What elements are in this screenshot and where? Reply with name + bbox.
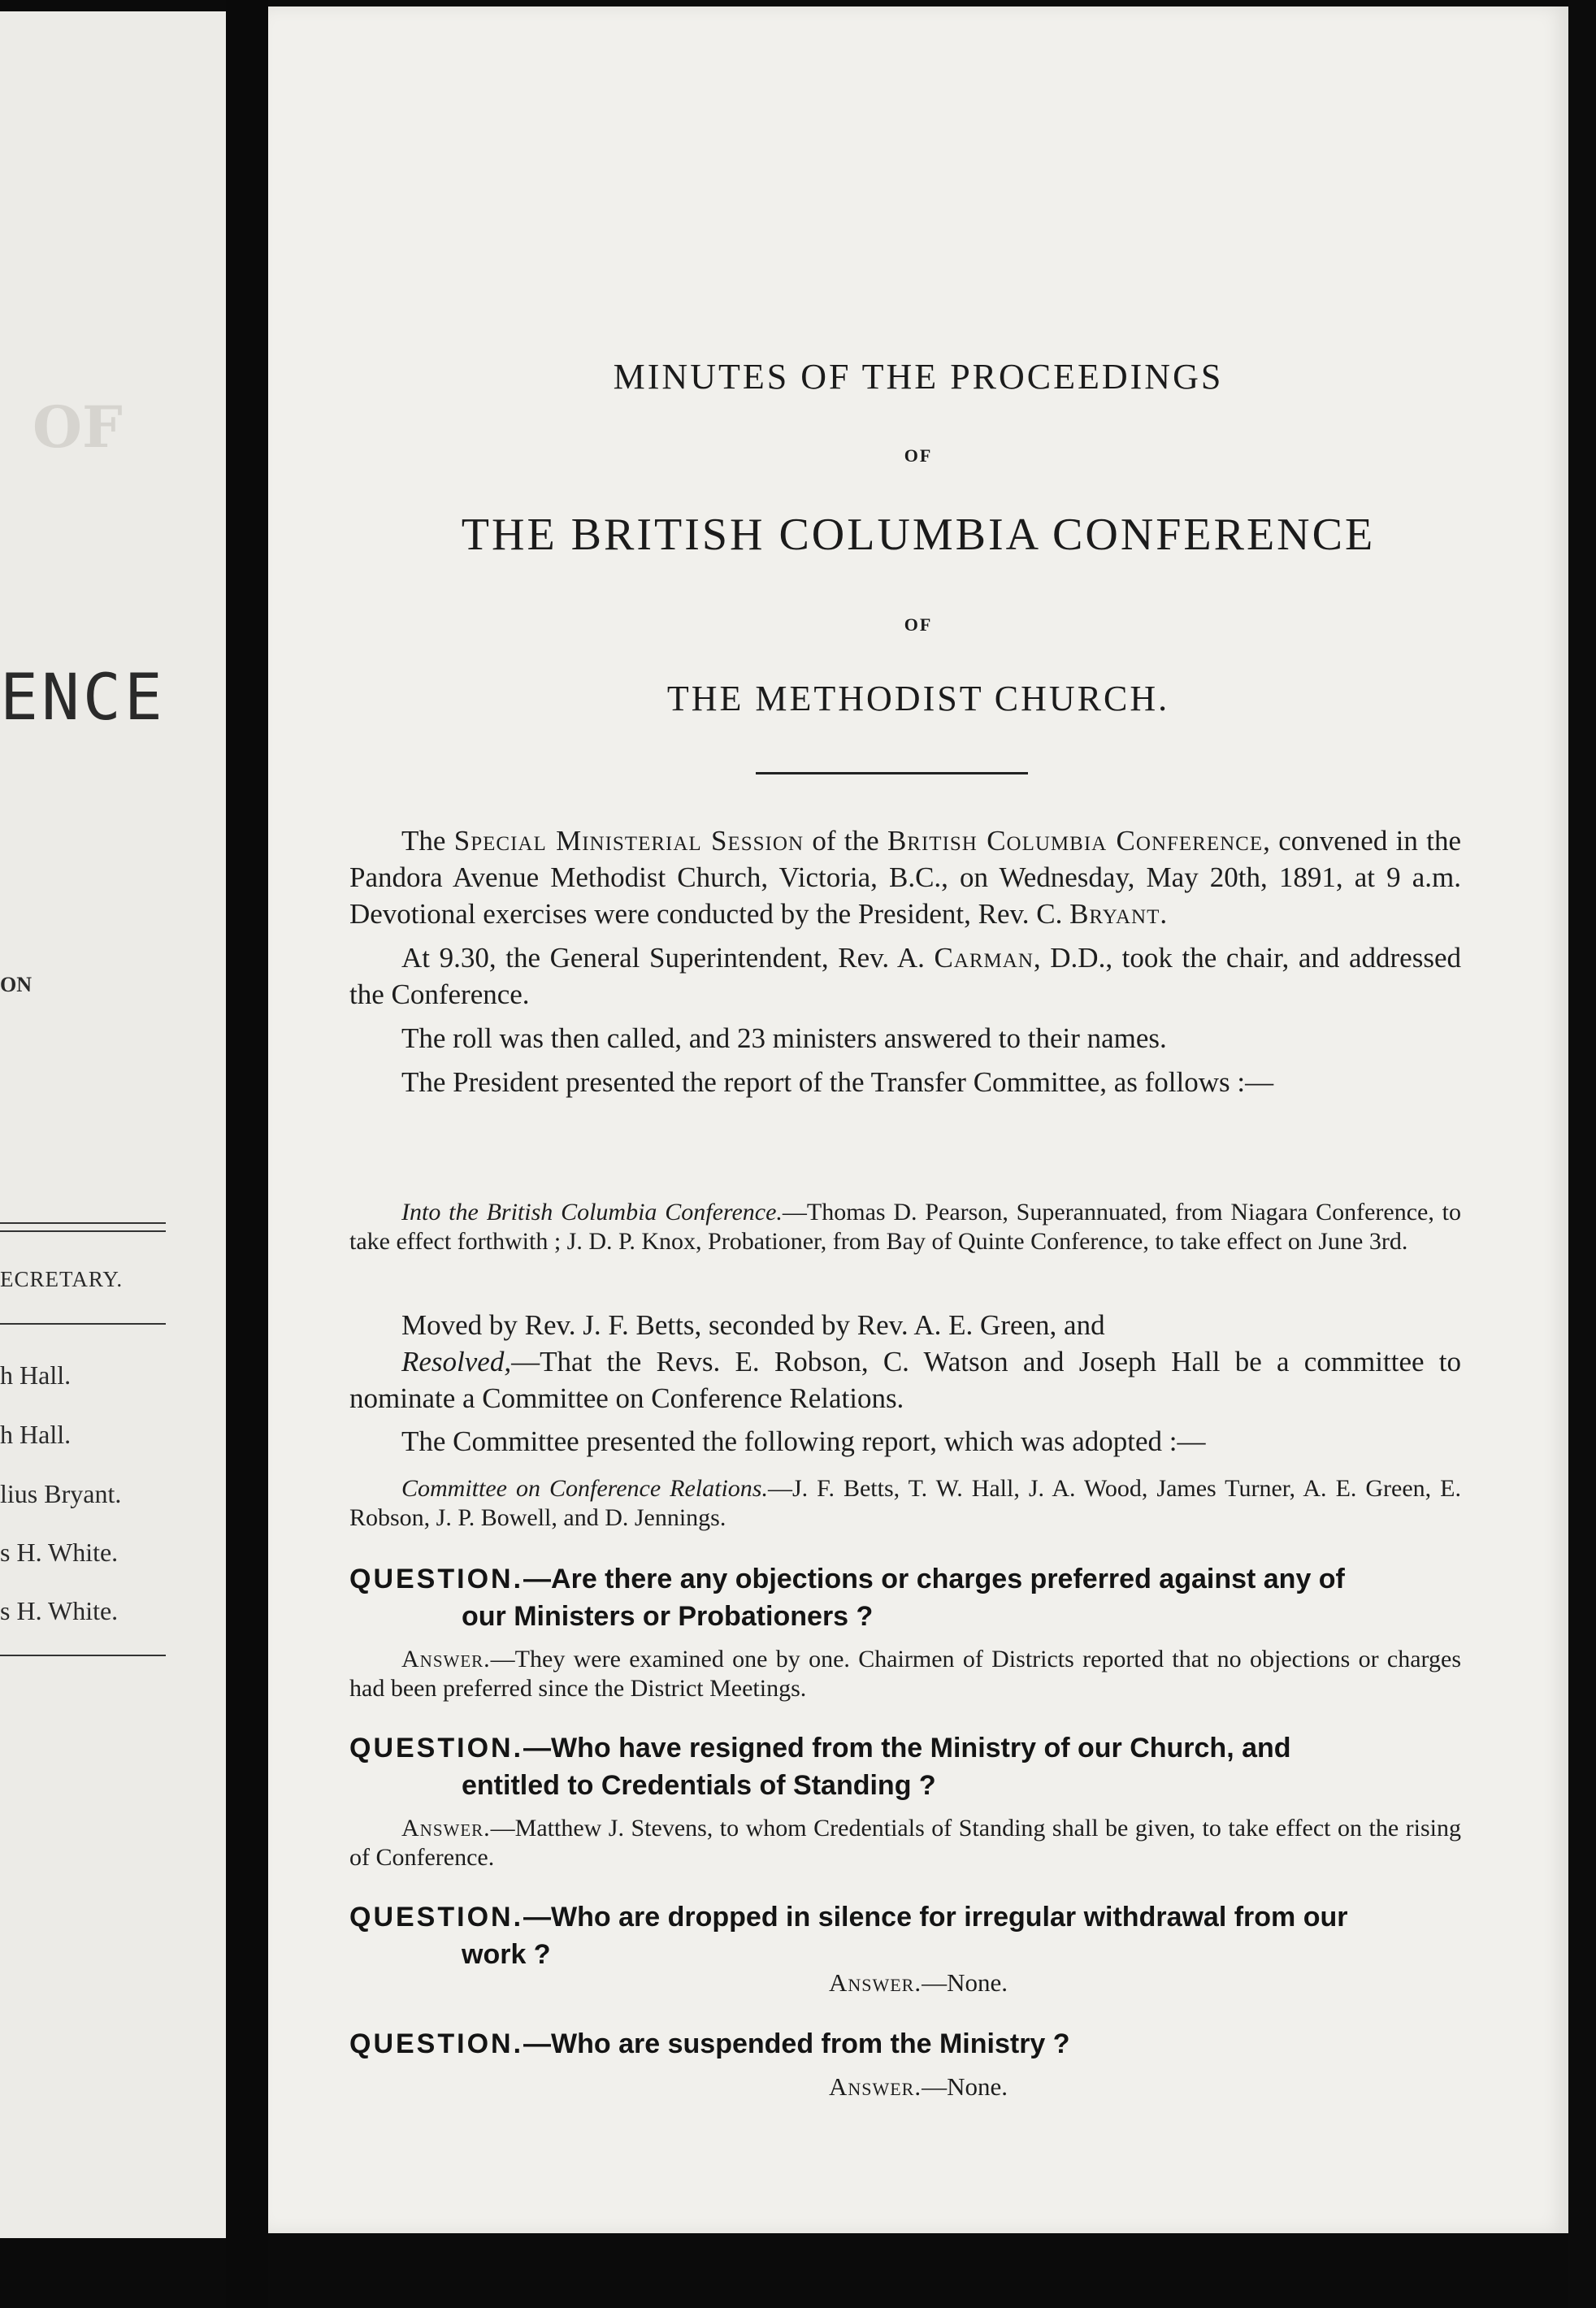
left-page-small-fragment: ON [0, 973, 32, 996]
answer-4 [268, 2072, 1568, 2102]
question-1 [349, 1560, 1461, 1635]
book-gutter [226, 0, 268, 2308]
committee-presented-line: The Committee presented the following report, which was adopted :— [401, 1425, 1206, 1457]
question-4 [349, 2025, 1461, 2063]
title-line-2: THE BRITISH COLUMBIA CONFERENCE [461, 510, 1376, 560]
question-3 [349, 1898, 1461, 1973]
question-text: —Who are dropped in silence for irregular withdrawal from our [523, 1902, 1348, 1933]
opening-paragraphs [349, 822, 1461, 1100]
committee-report [349, 1474, 1461, 1533]
answer-text: —None. [922, 1968, 1008, 1997]
question-text: —Who are suspended from the Ministry ? [523, 2028, 1070, 2059]
transfer-report [349, 1198, 1461, 1256]
of-connector: OF [904, 445, 933, 466]
answer-text: —Matthew J. Stevens, to whom Credentials of Standing shall be given, to take effect on the rising of Conference. [349, 1815, 1461, 1871]
left-facing-page [0, 11, 226, 2238]
transfer-intro-paragraph: The President presented the report of the Transfer Committee, as follows :— [401, 1066, 1274, 1098]
resolved-paragraph: Resolved,—That the Revs. E. Robson, C. Watson and Joseph Hall be a committee to nominate a Committee on Conference Relations. [349, 1346, 1461, 1414]
question-2 [349, 1729, 1461, 1804]
question-text: —Who have resigned from the Ministry of our Church, and [523, 1733, 1291, 1764]
title-divider [756, 772, 1028, 774]
committee-heading: Committee on Conference Relations. [401, 1475, 768, 1502]
left-page-rule [0, 1222, 166, 1224]
left-page-heading-fragment: ENCE [0, 662, 166, 735]
answer-label: Answer. [828, 2072, 922, 2101]
main-page [268, 7, 1568, 2233]
title-line-1: MINUTES OF THE PROCEEDINGS [613, 357, 1224, 397]
title-line-3: THE METHODIST CHURCH. [666, 679, 1170, 718]
of-connector: OF [904, 614, 933, 635]
scan-edge [1568, 0, 1596, 2308]
motion-paragraphs [349, 1307, 1461, 1460]
question-text-continued: work ? [462, 1939, 551, 1970]
left-page-row: h Hall. [0, 1420, 72, 1449]
roll-call-paragraph: The roll was then called, and 23 ministers answered to their names. [401, 1022, 1167, 1054]
transfer-heading: Into the British Columbia Conference. [401, 1199, 783, 1226]
answer-label: Answer. [828, 1968, 922, 1997]
left-page-rule [0, 1230, 166, 1232]
session-paragraph: The Special Ministerial Session of the British Columbia Conference, convened in the Pandora Avenue Methodist Church, Victoria, B.C., on Wednesday, May 20th, 1891, at 9 a.m. Devotional exercises were conducted by the President, Rev. C. Bryant. [349, 825, 1461, 930]
motion-line: Moved by Rev. J. F. Betts, seconded by Rev. A. E. Green, and [401, 1309, 1105, 1341]
transfer-text: —Thomas D. Pearson, Superannuated, from Niagara Conference, to take effect forthwith ; J. D. P. Knox, Probationer, from Bay of Quinte Conference, to take effect on June 3rd. [349, 1199, 1462, 1255]
answer-1 [349, 1645, 1461, 1703]
left-page-secretary-header: ECRETARY. [0, 1267, 124, 1291]
left-page-row: lius Bryant. [0, 1479, 122, 1508]
left-page-row: s H. White. [0, 1538, 119, 1567]
question-text-continued: entitled to Credentials of Standing ? [462, 1770, 936, 1801]
left-page-row: h Hall. [0, 1360, 72, 1390]
question-label: QUESTION. [349, 1733, 524, 1764]
question-text-continued: our Ministers or Probationers ? [462, 1601, 874, 1632]
question-label: QUESTION. [349, 1902, 524, 1933]
superintendent-paragraph: At 9.30, the General Superintendent, Rev. A. Carman, D.D., took the chair, and addressed the Conference. [349, 942, 1461, 1010]
left-page-rule [0, 1655, 166, 1656]
question-label: QUESTION. [349, 2028, 524, 2059]
answer-2 [349, 1814, 1461, 1872]
question-text: —Are there any objections or charges preferred against any of [523, 1564, 1345, 1594]
answer-text: —They were examined one by one. Chairmen of Districts reported that no objections or charges had been preferred since the District Meetings. [349, 1646, 1461, 1702]
left-page-row: s H. White. [0, 1596, 119, 1625]
answer-label: Answer. [401, 1646, 491, 1672]
left-page-rule [0, 1323, 166, 1325]
answer-label: Answer. [401, 1815, 491, 1842]
committee-text: —J. F. Betts, T. W. Hall, J. A. Wood, James Turner, A. E. Green, E. Robson, J. P. Bowell, and D. Jennings. [349, 1475, 1462, 1531]
question-label: QUESTION. [349, 1564, 524, 1594]
answer-3 [268, 1968, 1568, 1998]
left-page-ghost-text: OF [33, 393, 123, 461]
answer-text: —None. [922, 2072, 1008, 2101]
